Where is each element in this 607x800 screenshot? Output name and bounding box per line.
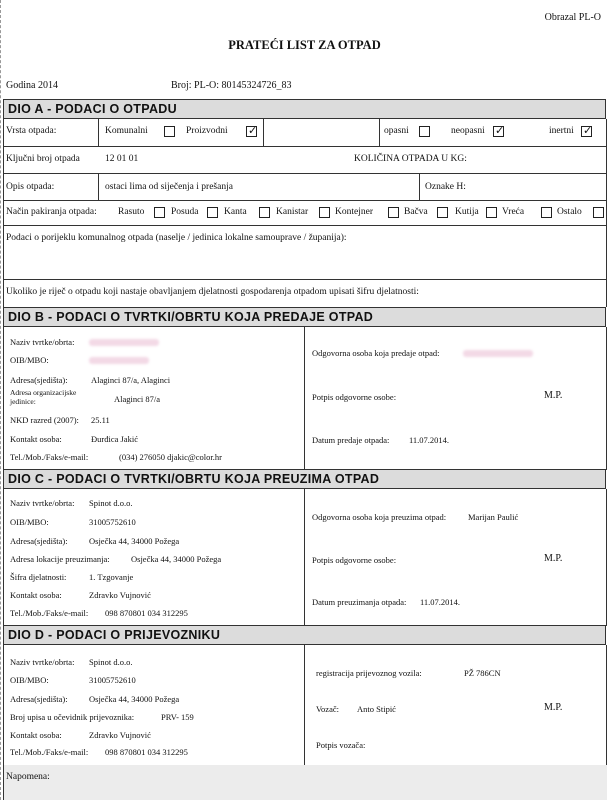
pack-bacva: Bačva bbox=[404, 207, 428, 217]
c-lokacija-label: Adresa lokacije preuzimanja: bbox=[10, 554, 110, 564]
form-code: Obrazal PL-O bbox=[544, 12, 601, 23]
c-mp: M.P. bbox=[544, 553, 563, 564]
proizvodni-checkbox[interactable] bbox=[246, 126, 257, 137]
napomena-label: Napomena: bbox=[6, 772, 50, 782]
d-mp: M.P. bbox=[544, 702, 563, 713]
year: Godina 2014 bbox=[6, 80, 58, 91]
napomena-box bbox=[3, 765, 607, 800]
vreca-checkbox[interactable] bbox=[541, 207, 552, 218]
b-nkd-label: NKD razred (2007): bbox=[10, 415, 79, 425]
d-registracija-value: PŽ 786CN bbox=[464, 668, 501, 678]
c-oib-value: 31005752610 bbox=[89, 517, 136, 527]
kanistar-checkbox[interactable] bbox=[319, 207, 330, 218]
b-mp: M.P. bbox=[544, 390, 563, 401]
d-oib-label: OIB/MBO: bbox=[10, 675, 49, 685]
opis-label: Opis otpada: bbox=[6, 182, 55, 192]
opis-value: ostaci lima od siječenja i prešanja bbox=[105, 182, 233, 192]
d-naziv-label: Naziv tvrtke/obrta: bbox=[10, 657, 75, 667]
c-adresa-label: Adresa(sjedišta): bbox=[10, 536, 68, 546]
c-lokacija-value: Osječka 44, 34000 Požega bbox=[131, 554, 222, 564]
pack-vreca: Vreća bbox=[502, 207, 525, 217]
d-registracija-label: registracija prijevoznog vozila: bbox=[316, 668, 422, 678]
section-a-header: DIO A - PODACI O OTPADU bbox=[3, 99, 606, 119]
d-vozac-value: Anto Stipić bbox=[357, 704, 396, 714]
d-broj-label: Broj upisa u očevidnik prijevoznika: bbox=[10, 712, 135, 722]
b-tel-label: Tel./Mob./Faks/e-mail: bbox=[10, 452, 89, 462]
c-oib-label: OIB/MBO: bbox=[10, 517, 49, 527]
pack-kanistar: Kanistar bbox=[276, 207, 309, 217]
nacin-label: Način pakiranja otpada: bbox=[6, 207, 97, 217]
b-nkd-value: 25.11 bbox=[91, 415, 110, 425]
b-datum-label: Datum predaje otpada: bbox=[312, 435, 390, 445]
section-d-header: DIO D - PODACI O PRIJEVOZNIKU bbox=[3, 625, 606, 645]
proizvodni-label: Proizvodni bbox=[186, 126, 228, 136]
b-naziv-redacted bbox=[89, 339, 159, 346]
pack-rasuto: Rasuto bbox=[118, 207, 145, 217]
oznake-label: Oznake H: bbox=[425, 182, 466, 192]
c-odgovorna-value: Marijan Paulić bbox=[468, 512, 519, 522]
posuda-checkbox[interactable] bbox=[207, 207, 218, 218]
opasni-label: opasni bbox=[384, 126, 409, 136]
d-potpis-label: Potpis vozača: bbox=[316, 740, 366, 750]
pack-kanta: Kanta bbox=[224, 207, 247, 217]
c-naziv-label: Naziv tvrtke/obrta: bbox=[10, 498, 75, 508]
kljucni-value: 12 01 01 bbox=[105, 154, 139, 164]
c-potpis-label: Potpis odgovorne osobe: bbox=[312, 555, 397, 565]
c-sifra-value: 1. Tzgovanje bbox=[89, 572, 134, 582]
c-naziv-value: Spinot d.o.o. bbox=[89, 498, 133, 508]
pack-ostalo: Ostalo bbox=[557, 207, 582, 217]
c-datum-value: 11.07.2014. bbox=[420, 597, 461, 607]
bacva-checkbox[interactable] bbox=[437, 207, 448, 218]
neopasni-label: neopasni bbox=[451, 126, 485, 136]
section-b-header: DIO B - PODACI O TVRTKI/OBRTU KOJA PREDAJE OTPAD bbox=[3, 307, 606, 327]
kljucni-label: Ključni broj otpada bbox=[6, 154, 80, 164]
d-oib-value: 31005752610 bbox=[89, 675, 136, 685]
b-kontakt-value: Đurđica Jakić bbox=[91, 434, 138, 444]
c-tel-label: Tel./Mob./Faks/e-mail: bbox=[10, 608, 89, 618]
vrsta-label: Vrsta otpada: bbox=[6, 126, 57, 136]
b-odgovorna-redacted bbox=[463, 350, 533, 357]
d-naziv-value: Spinot d.o.o. bbox=[89, 657, 133, 667]
document-number: Broj: PL-O: 80145324726_83 bbox=[171, 80, 292, 91]
b-oib-redacted bbox=[89, 357, 149, 364]
komunalni-label: Komunalni bbox=[105, 126, 148, 136]
c-kontakt-label: Kontakt osoba: bbox=[10, 590, 62, 600]
c-datum-label: Datum preuzimanja otpada: bbox=[312, 597, 407, 607]
b-adresa-label: Adresa(sjedišta): bbox=[10, 375, 68, 385]
d-tel-label: Tel./Mob./Faks/e-mail: bbox=[10, 747, 89, 757]
b-datum-value: 11.07.2014. bbox=[409, 435, 450, 445]
b-adresa-org-value: Alaginci 87/a bbox=[114, 394, 161, 404]
c-sifra-label: Šifra djelatnosti: bbox=[10, 572, 67, 582]
d-vozac-label: Vozač: bbox=[316, 704, 339, 714]
b-adresa-org-label: Adresa organizacijske jedinice: bbox=[10, 388, 77, 406]
inertni-checkbox[interactable] bbox=[581, 126, 592, 137]
b-adresa-value: Alaginci 87/a, Alaginci bbox=[91, 375, 171, 385]
form-title: PRATEĆI LIST ZA OTPAD bbox=[228, 38, 381, 52]
opasni-checkbox[interactable] bbox=[419, 126, 430, 137]
d-kontakt-value: Zdravko Vujnović bbox=[89, 730, 151, 740]
rasuto-checkbox[interactable] bbox=[154, 207, 165, 218]
komunalni-checkbox[interactable] bbox=[164, 126, 175, 137]
b-kontakt-label: Kontakt osoba: bbox=[10, 434, 62, 444]
d-tel-value: 098 870801 034 312295 bbox=[105, 747, 188, 757]
c-odgovorna-label: Odgovorna osoba koja preuzima otpad: bbox=[312, 512, 447, 522]
d-adresa-label: Adresa(sjedišta): bbox=[10, 694, 68, 704]
pack-kutija: Kutija bbox=[455, 207, 479, 217]
b-tel-value: (034) 276050 djakic@color.hr bbox=[119, 452, 222, 462]
section-c-header: DIO C - PODACI O TVRTKI/OBRTU KOJA PREUZIMA OTPAD bbox=[3, 469, 606, 489]
b-naziv-label: Naziv tvrtke/obrta: bbox=[10, 337, 75, 347]
kolicina-label: KOLIČINA OTPADA U KG: bbox=[354, 154, 467, 164]
porijeklo-label: Podaci o porijeklu komunalnog otpada (naselje / jedinica lokalne samouprave / županija): bbox=[6, 233, 347, 243]
c-tel-value: 098 870801 034 312295 bbox=[105, 608, 188, 618]
inertni-label: inertni bbox=[549, 126, 574, 136]
d-adresa-value: Osječka 44, 34000 Požega bbox=[89, 694, 180, 704]
d-kontakt-label: Kontakt osoba: bbox=[10, 730, 62, 740]
pack-posuda: Posuda bbox=[171, 207, 199, 217]
c-adresa-value: Osječka 44, 34000 Požega bbox=[89, 536, 180, 546]
pack-kontejner: Kontejner bbox=[335, 207, 373, 217]
kontejner-checkbox[interactable] bbox=[388, 207, 399, 218]
kanta-checkbox[interactable] bbox=[259, 207, 270, 218]
ostalo-checkbox[interactable] bbox=[593, 207, 604, 218]
c-kontakt-value: Zdravko Vujnović bbox=[89, 590, 151, 600]
djelatnost-label: Ukoliko je riječ o otpadu koji nastaje obavljanjem djelatnosti gospodarenja otpadom upisati šifru djelatnosti: bbox=[6, 287, 419, 297]
kutija-checkbox[interactable] bbox=[486, 207, 497, 218]
d-broj-value: PRV- 159 bbox=[161, 712, 194, 722]
neopasni-checkbox[interactable] bbox=[493, 126, 504, 137]
b-odgovorna-label: Odgovorna osoba koja predaje otpad: bbox=[312, 348, 440, 358]
b-potpis-label: Potpis odgovorne osobe: bbox=[312, 392, 397, 402]
b-oib-label: OIB/MBO: bbox=[10, 355, 49, 365]
